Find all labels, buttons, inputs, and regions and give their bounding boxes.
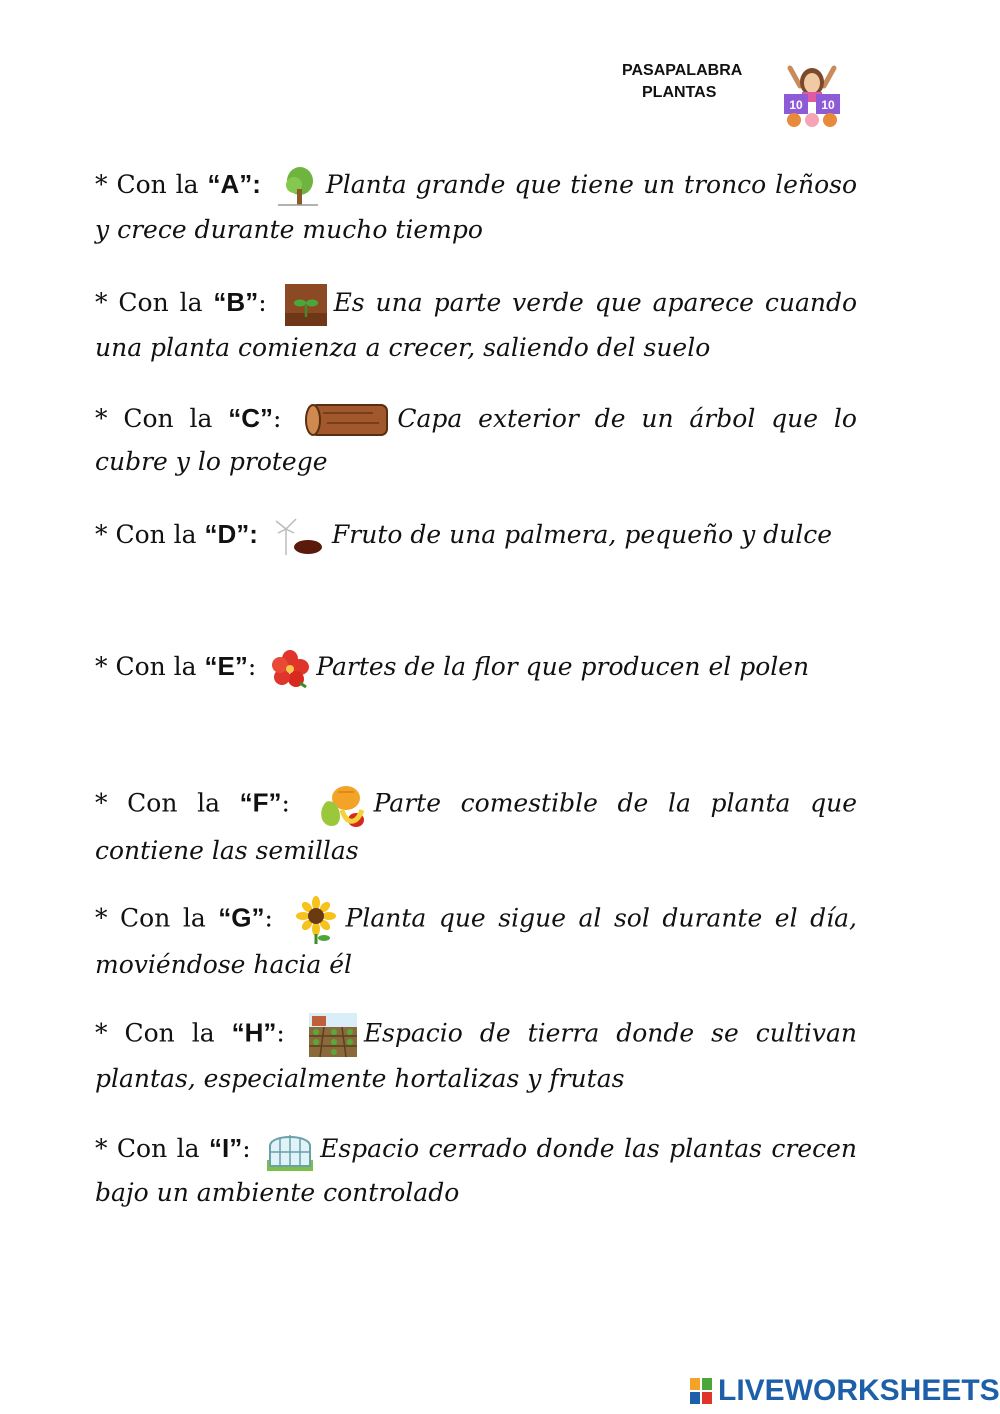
clue-letter: “G” (218, 902, 265, 933)
clue-colon: : (264, 903, 273, 933)
clue-text: Capa exterior de un árbol que lo cubre y lo protege (95, 404, 857, 476)
date-fruit-icon (272, 515, 326, 559)
clue-i (95, 1128, 857, 1213)
title-line-1: PASAPALABRA (622, 62, 743, 79)
avatar-badge-right: 10 (821, 98, 835, 112)
clue-prefix: * Con la (95, 404, 229, 433)
clue-letter: “H” (231, 1017, 277, 1048)
clue-letter: “C” (228, 403, 274, 433)
fruits-icon (316, 780, 368, 830)
clue-e (95, 646, 857, 689)
clue-letter: “F” (239, 787, 282, 818)
title-line-2: PLANTAS (642, 84, 717, 101)
clue-letter: “E” (204, 651, 248, 681)
clue-prefix: * Con la (95, 1018, 232, 1048)
clue-text: Fruto de una palmera, pequeño y dulce (331, 520, 833, 549)
clue-text: Partes de la flor que producen el polen (316, 652, 810, 681)
clue-prefix: * Con la (95, 520, 205, 549)
clue-b (95, 282, 857, 368)
clue-colon: : (273, 404, 282, 433)
clue-prefix: * Con la (95, 652, 205, 681)
avatar-badge-left: 10 (789, 98, 803, 112)
clue-letter: “D”: (204, 519, 258, 549)
clue-colon: : (281, 788, 290, 818)
clue-colon: : (276, 1018, 285, 1048)
clue-letter: “I” (208, 1133, 243, 1163)
greenhouse-icon (266, 1130, 314, 1172)
clue-text: Espacio de tierra donde se cultivan plantas, especialmente hortalizas y frutas (95, 1018, 858, 1093)
liveworksheets-logo-icon (690, 1378, 712, 1404)
teacher-avatar-icon (780, 58, 844, 128)
clue-prefix: * Con la (95, 288, 214, 317)
clue-prefix: * Con la (95, 170, 208, 199)
clue-h (95, 1012, 857, 1099)
tree-icon (276, 165, 320, 209)
clue-text: Parte comestible de la planta que contiene las semillas (95, 788, 858, 865)
log-icon (303, 401, 391, 441)
clue-letter: “A”: (207, 169, 261, 199)
clue-g (95, 896, 857, 985)
clue-c (95, 398, 857, 482)
clue-text: Planta que sigue al sol durante el día, moviéndose hacia él (95, 903, 857, 979)
clue-text: Planta grande que tiene un tronco leñoso y crece durante mucho tiempo (95, 170, 857, 244)
clue-prefix: * Con la (95, 788, 240, 818)
liveworksheets-footer[interactable] (690, 1374, 1000, 1408)
sprout-icon (284, 283, 328, 327)
clue-d (95, 514, 857, 559)
sunflower-icon (292, 896, 340, 944)
worksheet-title (600, 60, 780, 104)
liveworksheets-brand: LIVEWORKSHEETS (718, 1374, 1000, 1407)
clue-f (95, 780, 857, 871)
clue-letter: “B” (213, 287, 259, 317)
garden-icon (308, 1012, 358, 1058)
clue-text: Es una parte verde que aparece cuando una planta comienza a crecer, saliendo del suelo (95, 288, 857, 362)
clue-colon: : (242, 1134, 251, 1163)
clue-text: Espacio cerrado donde las plantas crecen bajo un ambiente controlado (95, 1134, 858, 1207)
clue-prefix: * Con la (95, 1134, 209, 1163)
clue-a (95, 164, 857, 250)
clue-prefix: * Con la (95, 903, 219, 933)
hibiscus-icon (270, 649, 310, 689)
clue-colon: : (258, 288, 267, 317)
clue-colon: : (247, 652, 257, 681)
